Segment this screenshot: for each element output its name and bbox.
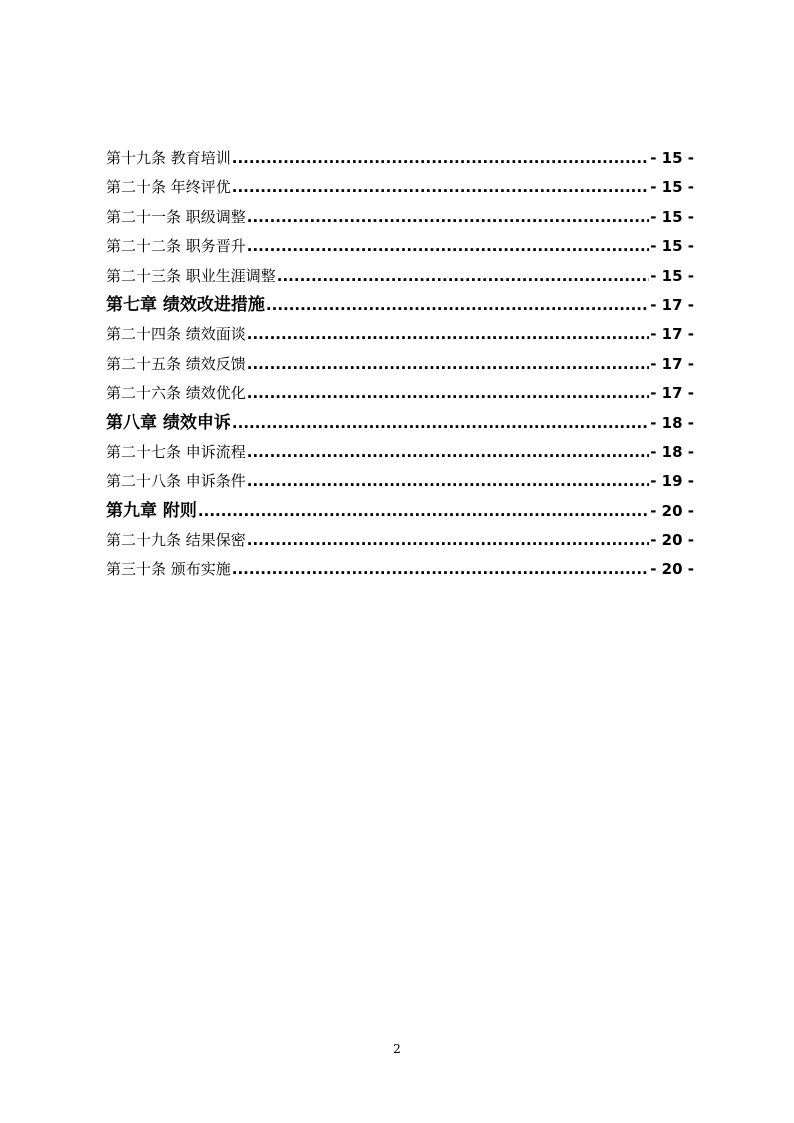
toc-entry-label: 第十九条 教育培训 xyxy=(106,149,231,167)
toc-entry-page: - 17 - xyxy=(650,384,694,403)
toc-entry[interactable] xyxy=(106,320,694,349)
toc-entry-label: 第三十条 颁布实施 xyxy=(106,560,231,579)
toc-entry-label: 第二十一条 职级调整 xyxy=(106,207,246,226)
toc-entry-label: 第二十六条 绩效优化 xyxy=(106,384,246,403)
toc-chapter-label: 第八章 绩效申诉 xyxy=(106,412,231,433)
toc-entry[interactable] xyxy=(106,232,694,261)
toc-entry-page: - 15 - xyxy=(650,237,694,256)
toc-chapter-entry[interactable] xyxy=(106,409,694,438)
toc-entry-page: - 20 - xyxy=(650,531,694,550)
toc-chapter-label: 第九章 附则 xyxy=(106,500,197,521)
toc-entry-page: - 20 - xyxy=(650,501,694,520)
toc-entry-label: 第二十三条 职业生涯调整 xyxy=(106,266,276,285)
toc-entry-page: - 15 - xyxy=(650,149,694,167)
toc-entry[interactable] xyxy=(106,203,694,232)
table-of-contents xyxy=(106,144,694,585)
toc-entry[interactable] xyxy=(106,438,694,467)
toc-entry[interactable] xyxy=(106,173,694,202)
toc-leader-dots xyxy=(247,438,649,467)
toc-entry-page: - 18 - xyxy=(650,413,694,432)
toc-leader-dots xyxy=(247,467,649,496)
toc-entry-page: - 19 - xyxy=(650,472,694,491)
toc-leader-dots xyxy=(198,497,649,526)
toc-entry-page: - 18 - xyxy=(650,442,694,461)
toc-entry[interactable] xyxy=(106,350,694,379)
toc-entry-page: - 15 - xyxy=(650,178,694,197)
toc-entry-page: - 17 - xyxy=(650,295,694,314)
toc-chapter-label: 第七章 绩效改进措施 xyxy=(106,294,265,315)
toc-leader-dots xyxy=(247,350,649,379)
toc-entry[interactable] xyxy=(106,144,694,173)
toc-entry[interactable] xyxy=(106,555,694,584)
toc-leader-dots xyxy=(247,526,649,555)
toc-entry-label: 第二十二条 职务晋升 xyxy=(106,237,246,256)
toc-entry-page: - 15 - xyxy=(650,207,694,226)
toc-entry[interactable] xyxy=(106,526,694,555)
toc-leader-dots xyxy=(247,379,649,408)
toc-entry-page: - 17 - xyxy=(650,354,694,373)
toc-entry-label: 第二十九条 结果保密 xyxy=(106,531,246,550)
toc-leader-dots xyxy=(247,203,649,232)
toc-entry-page: - 20 - xyxy=(650,560,694,579)
toc-leader-dots xyxy=(247,320,649,349)
toc-leader-dots xyxy=(247,232,649,261)
toc-leader-dots xyxy=(266,291,649,320)
page-number: 2 xyxy=(393,1042,401,1056)
toc-entry-label: 第二十七条 申诉流程 xyxy=(106,442,246,461)
toc-entry[interactable] xyxy=(106,379,694,408)
toc-leader-dots xyxy=(232,173,649,202)
toc-entry-label: 第二十四条 绩效面谈 xyxy=(106,325,246,344)
toc-entry[interactable] xyxy=(106,262,694,291)
toc-chapter-entry[interactable] xyxy=(106,497,694,526)
toc-entry-label: 第二十条 年终评优 xyxy=(106,178,231,197)
toc-entry-label: 第二十五条 绩效反馈 xyxy=(106,354,246,373)
toc-leader-dots xyxy=(277,262,649,291)
toc-entry-page: - 17 - xyxy=(650,325,694,344)
toc-leader-dots xyxy=(232,409,649,438)
toc-entry-page: - 15 - xyxy=(650,266,694,285)
toc-entry-label: 第二十八条 申诉条件 xyxy=(106,472,246,491)
toc-leader-dots xyxy=(232,555,649,584)
toc-entry[interactable] xyxy=(106,467,694,496)
toc-chapter-entry[interactable] xyxy=(106,291,694,320)
toc-leader-dots xyxy=(232,144,649,173)
